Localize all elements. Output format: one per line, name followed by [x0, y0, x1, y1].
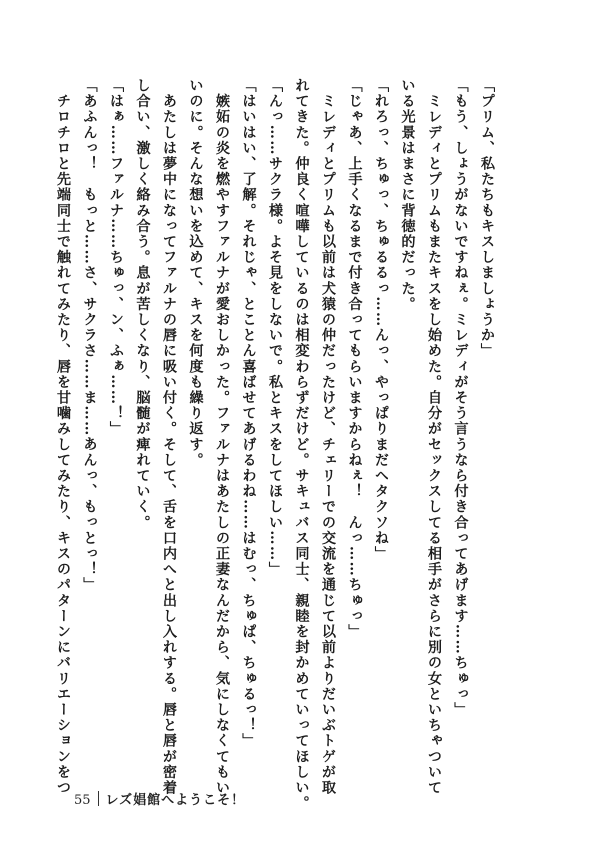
- text-line: し合い、激しく絡み合う。息が苦しくなり、脳髄が痺れていく。: [134, 78, 151, 531]
- page-number: 55: [74, 793, 91, 808]
- text-line: ミレディとプリムもまたキスをし始めた。自分がセックスしてる相手がさらに別の女といちゃついて: [426, 78, 442, 796]
- text-line: 「んっ……サクラ様。よそ見をしないで。私とキスをしてほしい……」: [267, 78, 283, 578]
- text-line: チロチロと先端同士で触れてみたり、唇を甘噛みしてみたり、キスのパターンにバリエーションをつ: [55, 78, 71, 796]
- text-line: 「はぁ……ファルナ……ちゅっ、ン、ふぁ……！」: [108, 78, 124, 437]
- footer-divider: [98, 791, 99, 806]
- text-line: いる光景はまさに背徳的だった。: [399, 78, 416, 312]
- text-line: 「もう、しょうがないですねぇ。ミレディがそう言うなら付き合ってあげます……ちゅっ」: [452, 78, 469, 718]
- text-line: 嫉妬の炎を燃やすファルナが愛おしかった。ファルナはあたしの正妻なんだから、気にしなくてもい: [214, 78, 230, 796]
- text-line: いのに。そんな想いを込めて、キスを何度も繰り返す。: [187, 78, 204, 468]
- text-line: あたしは夢中になってファルナの唇に吸い付く。そして、舌を口内へと出し入れする。唇と唇が密着: [161, 78, 177, 796]
- text-line: ミレディとプリムも以前は犬猿の仲だったけど、チェリーでの交流を通じて以前よりだいぶトゲが取: [320, 78, 336, 796]
- text-line: 「はいはい、了解。それじゃ、とことん喜ばせてあげるわね……はむっ、ちゅぱ、ちゅるっ！」: [240, 78, 257, 749]
- text-line: れてきた。仲良く喧嘩しているのは相変わらずだけど。サキュバス同士、親睦を封かめていってほしい。: [293, 78, 310, 812]
- page-footer: [74, 789, 245, 808]
- text-line: 「プリム、私たちもキスしましょうか」: [479, 78, 495, 359]
- text-line: 「れろっ、ちゅっ、ちゅるるっ……んっ、やっぱりまだヘタクソね」: [373, 78, 389, 562]
- text-line: 「じゃあ、上手くなるまで付き合ってもらいますからねぇ！ んっ……ちゅっ」: [346, 78, 363, 640]
- book-title: レズ娼館へようこそ！: [105, 793, 246, 808]
- text-line: 「あふんっ！ もっと……さ、サクラさ……ま……あんっ、もっとっ！」: [81, 78, 98, 593]
